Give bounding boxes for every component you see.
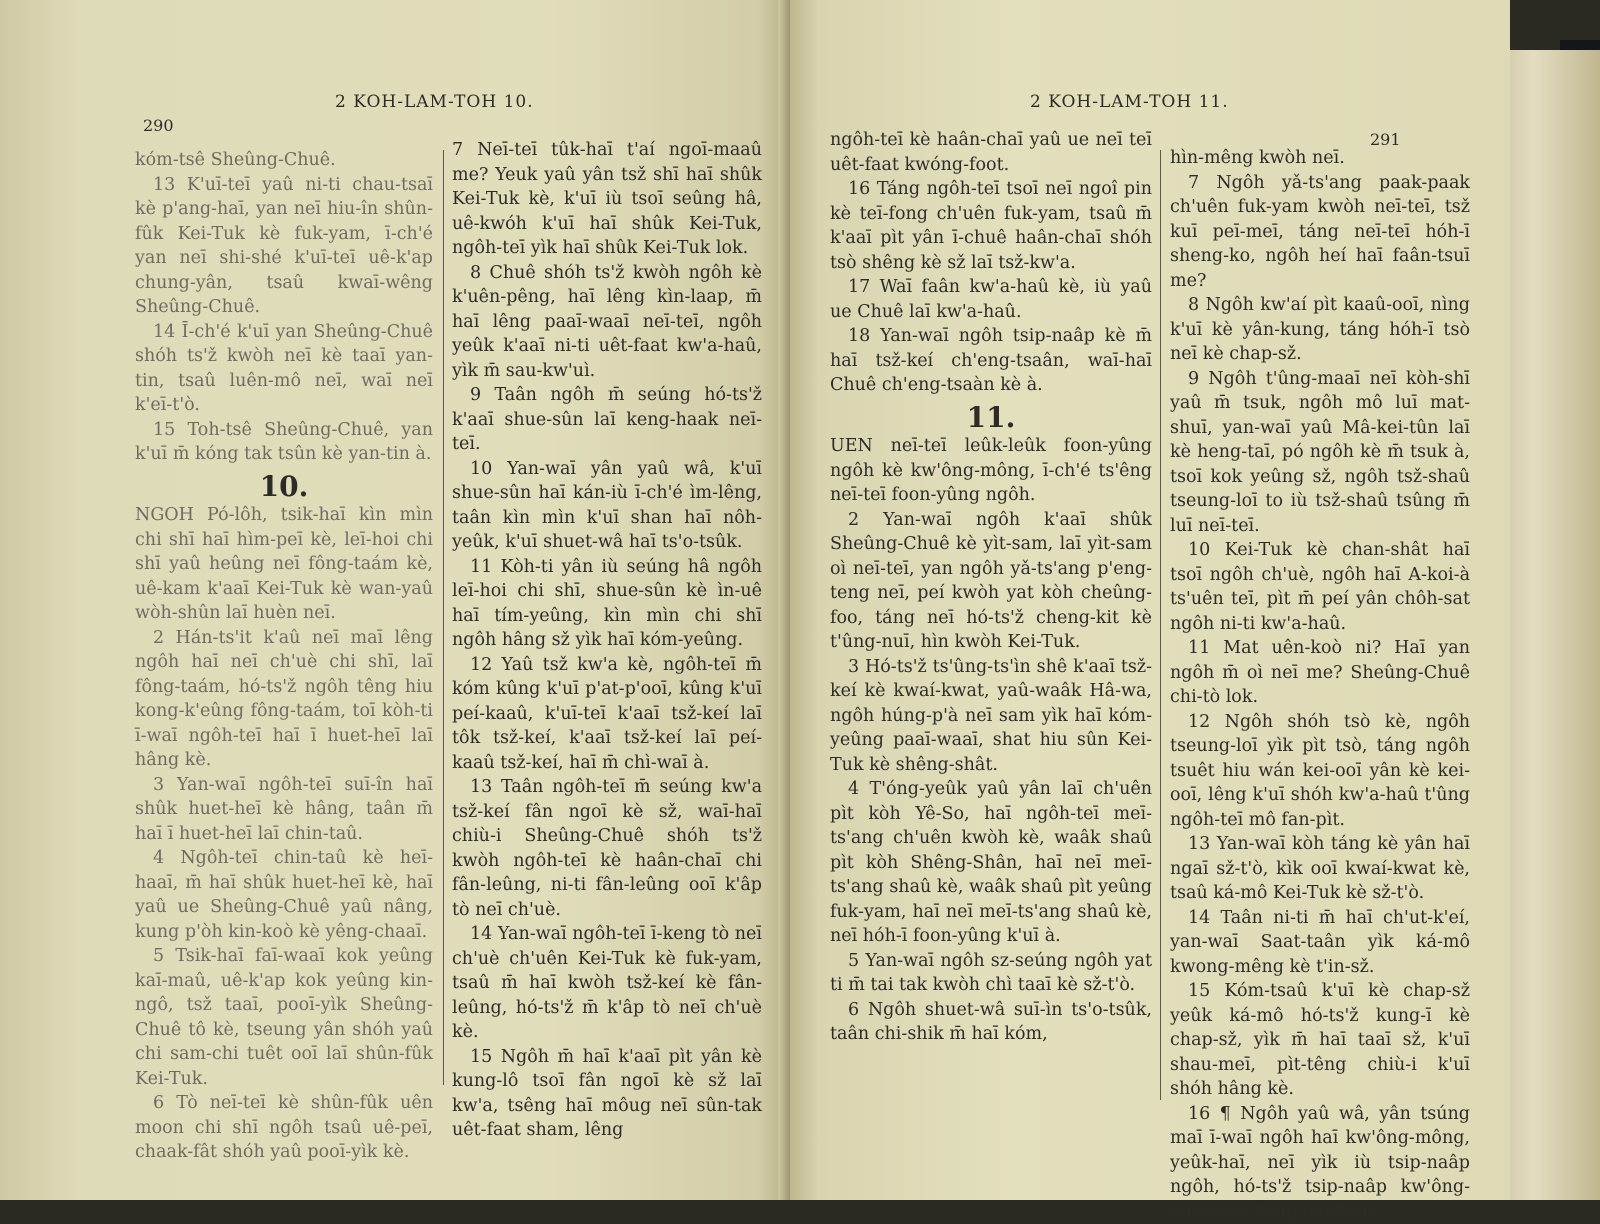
column-rule	[443, 150, 444, 1085]
page-number: 290	[143, 116, 174, 135]
verse: 7 Ngôh yǎ-ts'ang paak-paak ch'uên fuk-yam kwòh neī-teī, tsž kuī peī-meī, táng neī-teī hóh-ī sheng-ko, ngôh heí haī faân-tsuī me?	[1170, 171, 1470, 294]
verse: 5 Tsik-haī faī-waaī kok yeûng kaī-maû, uê-k'ap kok yeûng kin-ngô, tsž taaī, pooī-yìk Sheûng-Chuê tô kè, tseung yân shóh yaû chi sam-chi tuêt ooī laī shûn-fûk Kei-Tuk.	[135, 944, 433, 1091]
verse: hìn-mêng kwòh neī.	[1170, 146, 1470, 171]
verse: 6 Tò neī-teī kè shûn-fûk uên moon chi shī ngôh tsaû uê-peī, chaak-fât shóh yaû pooī-yìk kè.	[135, 1091, 433, 1165]
page-number: 291	[1370, 130, 1401, 149]
left-page	[0, 0, 790, 1200]
verse: 13 Taân ngôh-teī m̄ seúng kw'a tsž-keí fân ngoī kè sž, waī-haī chiù-i Sheûng-Chuê shóh ts'ž kwòh ngôh-teī kè haân-chaī chi fân-leûng, ni-ti fân-leûng ooī k'âp tò neī ch'uè.	[452, 775, 762, 922]
verse: 11 Kòh-ti yân iù seúng hâ ngôh leī-hoi chi shī, shue-sûn kè ìn-uê haī tím-yeûng, kìn mìn chi shī ngôh hâng sž yìk haī kóm-yeûng.	[452, 555, 762, 653]
verse: 5 Yan-waī ngôh sz-seúng ngôh yat ti m̄ tai tak kwòh chì taaī kè sž-t'ò.	[830, 949, 1152, 998]
verse: 17 Waī faân kw'a-haû kè, iù yaû ue Chuê laī kw'a-haû.	[830, 275, 1152, 324]
verse: 3 Hó-ts'ž ts'ûng-ts'ìn shê k'aaī tsž-keí kè kwaí-kwat, yaû-waâk Hâ-wa, ngôh húng-p'à neī sam yìk haī kóm-yeûng paaī-waaī, shat hiu sûn Kei-Tuk kè shêng-shât.	[830, 655, 1152, 778]
chapter-number: 10.	[135, 475, 433, 500]
verse: ngôh-teī kè haân-chaī yaû ue neī teī uêt-faat kwóng-foot.	[830, 128, 1152, 177]
verse: 14 Taân ni-ti m̄ haī ch'ut-k'eí, yan-waī Saat-taân yìk ká-mô kwong-mêng kè t'in-sž.	[1170, 906, 1470, 980]
chapter-number: 11.	[830, 406, 1152, 431]
verse: 4 Ngôh-teī chin-taû kè heī-haaī, m̄ haī shûk huet-heī kè, haī yaû ue Sheûng-Chuê yaû nâng, kung p'òh kin-koò kè yêng-chaaī.	[135, 846, 433, 944]
verse: 14 Ī-ch'é k'uī yan Sheûng-Chuê shóh ts'ž kwòh neī kè taaī yan-tin, tsaû luên-mô neī, waī neī k'eī-t'ò.	[135, 320, 433, 418]
verse: 14 Yan-waī ngôh-teī ī-keng tò neī ch'uè ch'uên Kei-Tuk kè fuk-yam, tsaû m̄ haī kwòh tsž-keí kè fân-leûng, hó-ts'ž m̄ k'âp tò neī ch'uè kè.	[452, 922, 762, 1045]
verse: 15 Kóm-tsaû k'uī kè chap-sž yeûk ká-mô hó-ts'ž kung-ī kè chap-sž, yìk m̄ haī taaī sž, k'uī shau-meī, pìt-têng chiù-i k'uī shóh hâng kè.	[1170, 979, 1470, 1102]
verse: 16 Táng ngôh-teī tsoī neī ngoî pin kè teī-fong ch'uên fuk-yam, tsaû m̄ k'aaī pìt yân ī-chuê haân-chaī shóh tsò shêng kè sž laī tsž-kw'a.	[830, 177, 1152, 275]
verse: 13 K'uī-teī yaû ni-ti chau-tsaī kè p'ang-haī, yan neī hiu-în shûn-fûk Kei-Tuk kè fuk-yam, ī-ch'é yan neī shi-shé k'uī-teī uê-k'ap chung-yân, tsaû kwaī-wêng Sheûng-Chuê.	[135, 173, 433, 320]
left-column-1	[135, 148, 433, 1165]
verse: 15 Ngôh m̄ haī k'aaī pìt yân kè kung-lô tsoī fân ngoī kè sž laī kw'a, tsêng haī môug neī sûn-tak uêt-faat sham, lêng	[452, 1045, 762, 1143]
verse: 8 Ngôh kw'aí pìt kaaû-ooī, nìng k'uī kè yân-kung, táng hóh-ī tsò neī kè chap-sž.	[1170, 293, 1470, 367]
verse: kóm-tsê Sheûng-Chuê.	[135, 148, 433, 173]
verse: 11 Mat uên-koò ni? Haī yan ngôh m̄ oì neī me? Sheûng-Chuê chi-tò lok.	[1170, 636, 1470, 710]
verse: UEN neī-teī leûk-leûk foon-yûng ngôh kè kw'ông-mông, ī-ch'é ts'êng neī-teī foon-yûng ngôh.	[830, 434, 1152, 508]
running-head: 2 KOH-LAM-TOH 11.	[1030, 92, 1229, 112]
verse: 12 Yaû tsž kw'a kè, ngôh-teī m̄ kóm kûng k'uī p'at-p'ooī, kûng k'uī peí-kaaû, k'uī-teī k'aaī tsž-keí laī tôk tsž-keí, k'aaī tsž-keí laī peí-kaaû tsž-keí, haī m̄ chì-waī à.	[452, 653, 762, 776]
right-column-1	[830, 128, 1152, 1047]
verse: 15 Toh-tsê Sheûng-Chuê, yan k'uī m̄ kóng tak tsûn kè yan-tin à.	[135, 418, 433, 467]
verse: 3 Yan-waī ngôh-teī suī-în haī shûk huet-heī kè hâng, taân m̄ haī ī huet-heī laī chin-taû.	[135, 773, 433, 847]
right-page	[790, 0, 1510, 1200]
verse: 9 Ngôh t'ûng-maaī neī kòh-shī yaû m̄ tsuk, ngôh mô luī mat-shuī, yan-waī yaû Mâ-kei-tûn laī kè heng-taī, pó ngôh kè m̄ tsuk à, tsoī kok yeûng sž, ngôh tsž-shaû tseung-loī to iù tsž-shaû tsûng m̄ luī neī-teī.	[1170, 367, 1470, 539]
column-rule	[1160, 150, 1161, 1100]
verse: 9 Taân ngôh m̄ seúng hó-ts'ž k'aaī shue-sûn laī keng-haak neī-teī.	[452, 383, 762, 457]
verse: NGOH Pó-lôh, tsik-haī kìn mìn chi shī haī hìm-peī kè, leī-hoi chi shī yaû heûng neī fông-taám kè, uê-kam k'aaī Kei-Tuk kè wan-yaû wòh-shûn laī huèn neī.	[135, 503, 433, 626]
verse: 10 Kei-Tuk kè chan-shât haī tsoī ngôh ch'uè, ngôh haī A-koi-à ts'uên teī, pìt m̄ peí yân chôh-sat ngôh ni-ti kw'a-haû.	[1170, 538, 1470, 636]
verse: 4 T'óng-yeûk yaû yân laī ch'uên pìt kòh Yê-So, haī ngôh-teī meī-ts'ang ch'uên kwòh kè, waâk shaû pìt kòh Shêng-Shân, haī neī meī-ts'ang shaû kè, waâk shaû pìt yeûng fuk-yam, haī neī meī-ts'ang shaû kè, neī hóh-ī foon-yûng k'uī à.	[830, 777, 1152, 949]
verse: 6 Ngôh shuet-wâ suī-ìn ts'o-tsûk, taân chi-shik m̄ haī kóm,	[830, 998, 1152, 1047]
verse: 12 Ngôh shóh tsò kè, ngôh tseung-loī yìk pìt tsò, táng ngôh tsuêt hiu wán kei-ooī yân kè kei-ooī, lêng k'uī shóh kw'a-haû t'ûng ngôh-teī mô fan-pìt.	[1170, 710, 1470, 833]
verse: 10 Yan-waī yân yaû wâ, k'uī shue-sûn haī kán-iù ī-ch'é ìm-lêng, taân kìn mìn k'uī shan haī nôh-yeûk, k'uī shuet-wâ haī ts'o-tsûk.	[452, 457, 762, 555]
verse: 18 Yan-waī ngôh tsip-naâp kè m̄ haī tsž-keí ch'eng-tsaân, waī-haī Chuê ch'eng-tsaàn kè à.	[830, 324, 1152, 398]
verse: 16 ¶ Ngôh yaû wâ, yân tsúng maī ī-waī ngôh haī kw'ông-mông, yeûk-haī, neī yìk iù tsip-naâp ngôh, hó-ts'ž tsip-naâp kw'ông-mông kè, táng ngôh yìk	[1170, 1102, 1470, 1224]
right-column-2	[1170, 146, 1470, 1224]
verse: 13 Yan-waī kòh táng kè yân haī ngaī sž-t'ò, kìk ooī kwaí-kwat kè, tsaû ká-mô Kei-Tuk kè sž-t'ò.	[1170, 832, 1470, 906]
left-column-2	[452, 138, 762, 1143]
verse: 2 Yan-waī ngôh k'aaī shûk Sheûng-Chuê kè yìt-sam, laī yìt-sam oì neī-teī, yan ngôh yǎ-ts'ang p'eng-teng neī, peí kwòh yat kòh cheûng-foo, táng neī hó-ts'ž cheng-kit kè t'ûng-nuī, hìn kwòh Kei-Tuk.	[830, 508, 1152, 655]
verse: 7 Neī-teī tûk-haī t'aí ngoī-maaû me? Yeuk yaû yân tsž shī haī shûk Kei-Tuk kè, k'uī iù tsoī seûng hâ, uê-kwóh k'uī haī shûk Kei-Tuk, ngôh-teī yìk haī shûk Kei-Tuk lok.	[452, 138, 762, 261]
running-head: 2 KOH-LAM-TOH 10.	[335, 92, 534, 112]
verse: 2 Hán-ts'it k'aû neī maī lêng ngôh haī neī ch'uè chi shī, laī fông-taám, hó-ts'ž ngôh têng hiu kong-k'eûng fông-taám, toī kòh-ti ī-waī ngôh-teī haī ī huet-heī laī hâng kè.	[135, 626, 433, 773]
verse: 8 Chuê shóh ts'ž kwòh ngôh kè k'uên-pêng, haī lêng kìn-laap, m̄ haī lêng paaī-waaī neī-teī, ngôh yeûk k'aaī ni-ti uêt-faat kw'a-haû, yìk m̄ sau-kw'uì.	[452, 261, 762, 384]
